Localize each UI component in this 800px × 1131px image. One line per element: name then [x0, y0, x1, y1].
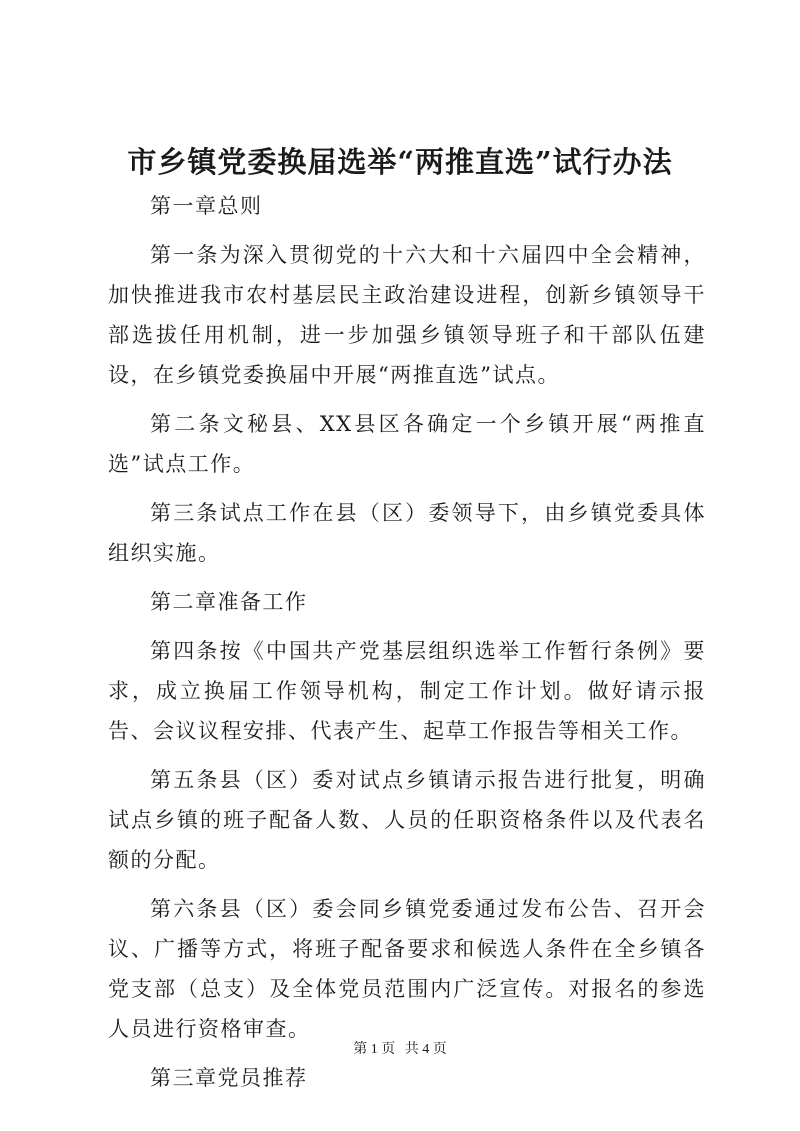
document-body [108, 186, 706, 1107]
article-paragraph: 第一条为深入贯彻党的十六大和十六届四中全会精神，加快推进我市农村基层民主政治建设进程，创新乡镇领导干部选拔任用机制，进一步加强乡镇领导班子和干部队伍建设，在乡镇党委换届中开展“两推直选”试点。 [108, 243, 706, 387]
chapter-heading: 第一章总则 [150, 194, 263, 218]
document-title: 市乡镇党委换届选举“两推直选”试行办法 [127, 145, 673, 179]
chapter-heading: 第二章准备工作 [150, 590, 308, 614]
page-footer [0, 1040, 800, 1060]
article-paragraph: 第五条县（区）委对试点乡镇请示报告进行批复，明确试点乡镇的班子配备人数、人员的任职资格条件以及代表名额的分配。 [108, 768, 706, 872]
article-paragraph: 第四条按《中国共产党基层组织选举工作暂行条例》要求，成立换届工作领导机构，制定工作计划。做好请示报告、会议议程安排、代表产生、起草工作报告等相关工作。 [108, 639, 706, 743]
page-total: 共 4 页 [404, 1042, 447, 1057]
article-paragraph: 第六条县（区）委会同乡镇党委通过发布公告、召开会议、广播等方式，将班子配备要求和候选人条件在全乡镇各党支部（总支）及全体党员范围内广泛宣传。对报名的参选人员进行资格审查。 [108, 897, 706, 1041]
chapter-heading: 第三章党员推荐 [150, 1066, 308, 1090]
article-paragraph: 第三条试点工作在县（区）委领导下，由乡镇党委具体组织实施。 [108, 501, 706, 565]
article-paragraph: 第二条文秘县、XX县区各确定一个乡镇开展“两推直选”试点工作。 [108, 412, 706, 476]
page-number: 第 1 页 [353, 1042, 396, 1057]
